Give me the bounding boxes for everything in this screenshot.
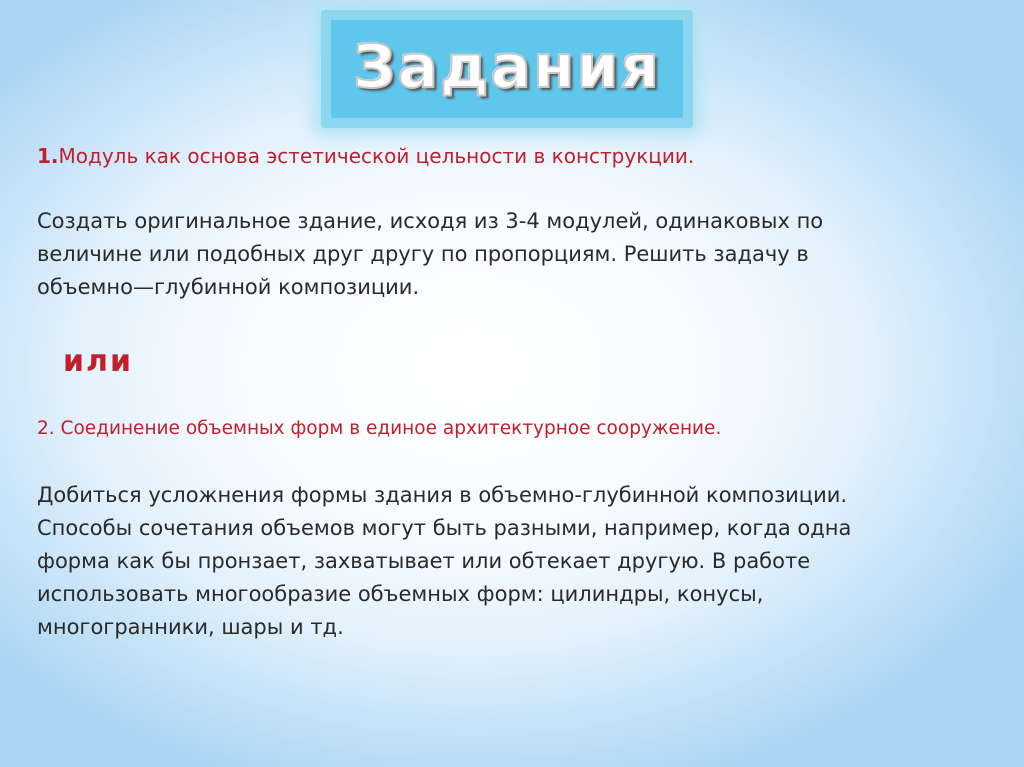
task1-heading-text: Модуль как основа эстетической цельности в конструкции. bbox=[58, 144, 695, 168]
title-box bbox=[321, 10, 693, 128]
task2-body-line: использовать многообразие объемных форм: цилиндры, конусы, bbox=[37, 582, 764, 606]
task2-body-line: Способы сочетания объемов могут быть разными, например, когда одна bbox=[37, 516, 852, 540]
task1-heading bbox=[37, 144, 694, 168]
task1-body bbox=[37, 205, 823, 304]
or-separator: или bbox=[63, 344, 134, 379]
task2-body-line: форма как бы пронзает, захватывает или обтекает другую. В работе bbox=[37, 549, 811, 573]
task1-body-line: Создать оригинальное здание, исходя из 3-4 модулей, одинаковых по bbox=[37, 209, 824, 233]
task1-number: 1. bbox=[37, 144, 59, 168]
task2-body bbox=[37, 479, 851, 644]
task1-body-line: объемно—глубинной композиции. bbox=[37, 275, 420, 299]
task2-body-line: многогранники, шары и тд. bbox=[37, 615, 344, 639]
task2-heading: 2. Соединение объемных форм в единое архитектурное сооружение. bbox=[37, 418, 722, 439]
slide-title: Задания bbox=[352, 32, 662, 102]
title-box-inner bbox=[331, 20, 683, 118]
task1-body-line: величине или подобных друг другу по пропорциям. Решить задачу в bbox=[37, 242, 809, 266]
task2-body-line: Добиться усложнения формы здания в объемно-глубинной композиции. bbox=[37, 483, 848, 507]
